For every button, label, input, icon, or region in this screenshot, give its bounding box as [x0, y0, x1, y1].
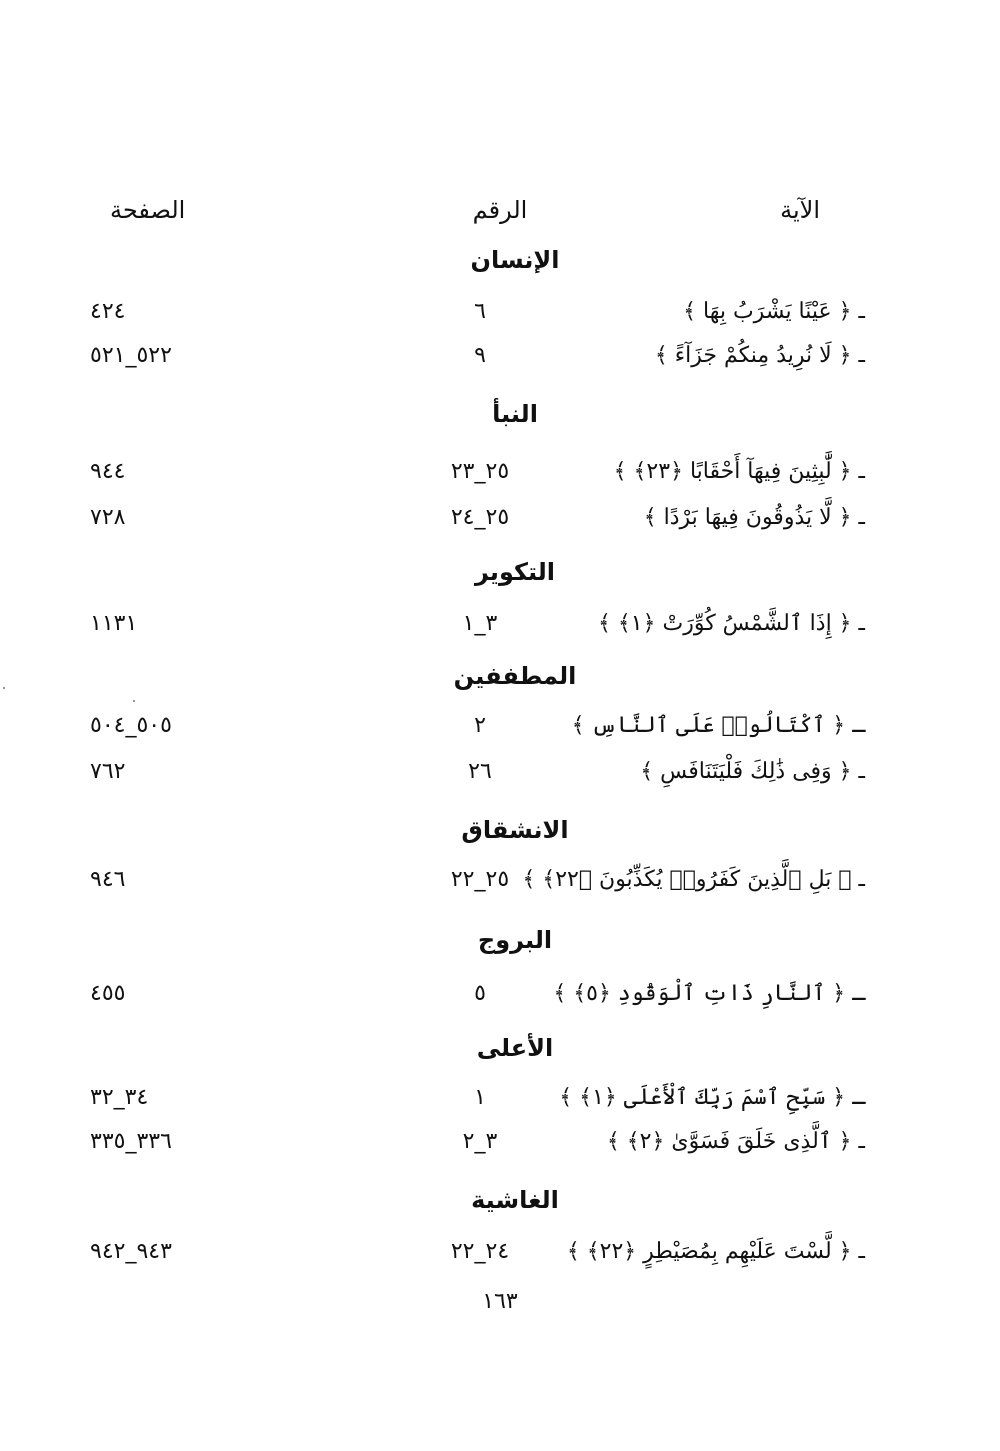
table-row	[0, 858, 1000, 902]
surah-title: المطففين	[453, 662, 577, 690]
header-number: الرقم	[472, 196, 528, 224]
page-reference: ٣٣٦_٣٣٥	[90, 1129, 172, 1154]
surah-heading	[0, 808, 1000, 852]
ayah-text: ـ ﴿ عَيْنًا يَشْرَبُ بِهَا ﴾	[683, 299, 865, 324]
table-header	[0, 188, 1000, 232]
surah-heading	[0, 654, 1000, 698]
page-footer	[0, 1280, 1000, 1324]
ayah-text: ـ ﴿ ٱلَّذِى خَلَقَ فَسَوَّىٰ ﴿٢﴾ ﴾	[606, 1129, 865, 1154]
surah-heading	[0, 238, 1000, 282]
table-row	[0, 496, 1000, 540]
surah-title: التكوير	[475, 558, 555, 586]
table-row	[0, 704, 1000, 748]
ayah-number: ٢٥_٢٤	[450, 505, 510, 530]
page-reference: ١١٣١	[90, 611, 138, 636]
table-row	[0, 1230, 1000, 1274]
surah-heading	[0, 1026, 1000, 1070]
page-reference: ٩٤٦	[90, 867, 126, 892]
ayah-number: ٩	[474, 343, 486, 368]
table-row	[0, 1076, 1000, 1120]
surah-heading	[0, 1178, 1000, 1222]
ayah-number: ١	[474, 1085, 486, 1110]
header-page: الصفحة	[110, 196, 186, 224]
ayah-text: ـ ﴿ بَلِ ٱلَّذِينَ كَفَرُوا۟ يُكَذِّبُونَ ﴿٢٢﴾ ﴾	[522, 867, 865, 892]
surah-heading	[0, 550, 1000, 594]
page-number: ١٦٣	[482, 1289, 518, 1314]
ayah-text: ـ ﴿ لَا نُرِيدُ مِنكُمْ جَزَآءً ﴾	[654, 343, 865, 368]
table-row	[0, 602, 1000, 646]
ayah-text: ـ ﴿ لَّٰبِثِينَ فِيهَآ أَحْقَابًا ﴿٢٣﴾ ﴾	[613, 459, 865, 484]
ayah-number: ٣_٢	[462, 1129, 498, 1154]
table-row	[0, 450, 1000, 494]
ayah-text: ـ ﴿ إِذَا ٱلشَّمْسُ كُوِّرَتْ ﴿١﴾ ﴾	[598, 611, 865, 636]
page-reference: ٥٠٥_٥٠٤	[90, 713, 172, 738]
table-row	[0, 334, 1000, 378]
ayah-number: ٢٦	[468, 759, 492, 784]
ayah-text: ـ ﴿ ٱكْتَالُوا۟ عَلَى ٱلنَّاسِ ﴾	[571, 713, 865, 738]
ayah-text: ـ ﴿ لَّسْتَ عَلَيْهِم بِمُصَيْطِرٍ ﴿٢٢﴾ ﴾	[566, 1239, 865, 1264]
page-reference: ٤٢٤	[90, 299, 126, 324]
ayah-number: ٢٥_٢٢	[450, 867, 510, 892]
page-reference: ٧٦٢	[90, 759, 126, 784]
table-row	[0, 972, 1000, 1016]
surah-title: الغاشية	[471, 1186, 559, 1214]
page-reference: ٣٤_٣٢	[90, 1085, 149, 1110]
page-reference: ٧٢٨	[90, 505, 126, 530]
surah-title: الأعلى	[476, 1034, 554, 1062]
surah-heading	[0, 392, 1000, 436]
ayah-number: ٣_١	[462, 611, 498, 636]
surah-title: البروج	[477, 926, 553, 954]
page-reference: ٤٥٥	[90, 981, 126, 1006]
table-row	[0, 750, 1000, 794]
table-row	[0, 290, 1000, 334]
page-reference: ٩٤٤	[90, 459, 126, 484]
header-ayah: الآية	[780, 196, 820, 224]
surah-title: الانشقاق	[461, 816, 569, 844]
ayah-text: ـ ﴿ وَفِى ذَٰلِكَ فَلْيَتَنَافَسِ ﴾	[640, 759, 865, 784]
ayah-text: ـ ﴿ ٱلنَّارِ ذَاتِ ٱلْوَقُودِ ﴿٥﴾ ﴾	[553, 981, 865, 1006]
surah-title: النبأ	[492, 400, 538, 428]
ayah-number: ٢٤_٢٢	[450, 1239, 510, 1264]
ayah-text: ـ ﴿ لَّا يَذُوقُونَ فِيهَا بَرْدًا ﴾	[643, 505, 865, 530]
surah-title: الإنسان	[470, 246, 560, 274]
table-row	[0, 1120, 1000, 1164]
ayah-number: ٦	[474, 299, 486, 324]
ayah-number: ٥	[474, 981, 486, 1006]
page-reference: ٥٢٢_٥٢١	[90, 343, 172, 368]
scan-speck	[3, 687, 5, 689]
ayah-text: ـ ﴿ سَبِّحِ ٱسْمَ رَبِّكَ ٱلْأَعْلَى ﴿١﴾ ﴾	[559, 1085, 865, 1110]
page-reference: ٩٤٣_٩٤٢	[90, 1239, 172, 1264]
ayah-number: ٢٥_٢٣	[450, 459, 510, 484]
ayah-number: ٢	[474, 713, 486, 738]
scan-speck	[133, 700, 135, 702]
surah-heading	[0, 918, 1000, 962]
